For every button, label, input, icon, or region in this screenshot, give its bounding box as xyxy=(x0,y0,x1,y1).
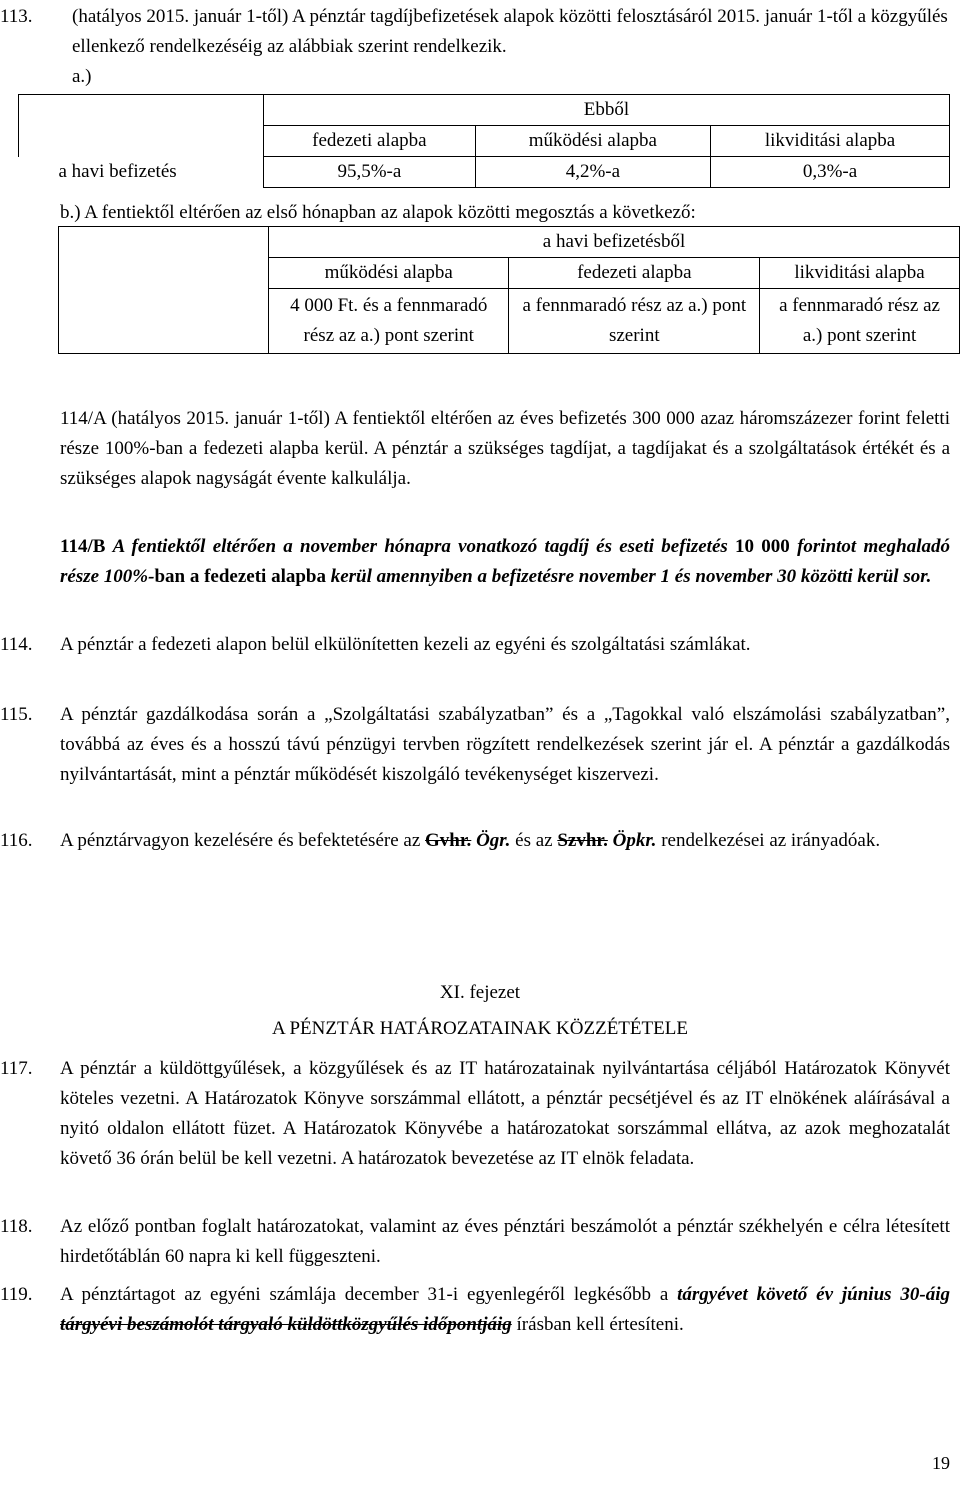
paragraph-114 xyxy=(0,630,950,660)
paragraph-text: A pénztár a küldöttgyűlések, a közgyűlések és az IT határozatainak nyilvántartása céljából Határozatok Könyvét köteles vezetni. A Határozatok Könyve sorszámmal ellátott, a pénztár pecsétjével és az IT elnökének aláírásával a nyitó oldalon ellátott füzet. A Határozatok Könyvébe a határozatokat sorszámmal ellátva, az azok meghozatalát követő 36 órán belül be kell vezetni. A határozatok bevezetése az IT elnök feladata. xyxy=(60,1058,950,1169)
table-b-corner xyxy=(59,227,269,354)
struck-gvhr: Gvhr. xyxy=(425,830,472,851)
label-a: a.) xyxy=(72,66,92,87)
p114b-text-3: ban a fedezeti alapba xyxy=(154,566,326,587)
paragraph-118 xyxy=(0,1212,950,1272)
p114b-text-1: A fentiektől eltérően a november hónapra vonatkozó tagdíj és eseti befizetés xyxy=(112,536,728,557)
paragraph-number: 119. xyxy=(0,1284,33,1305)
p119-new-deadline: tárgyévet követő év június 30-áig xyxy=(677,1284,950,1305)
table-a-col-1: működési alapba xyxy=(475,126,710,157)
paragraph-text: (hatályos 2015. január 1-től) A pénztár tagdíjbefizetések alapok közötti felosztásáról 2015. január 1-től a közgyűlés ellenkező rendelkezéséig az alábbiak szerint rendelkezik. xyxy=(72,6,948,57)
table-a-col-0: fedezeti alapba xyxy=(264,126,476,157)
p114b-number: 114/B xyxy=(60,536,106,557)
table-a-row-label: a havi befizetés xyxy=(19,157,264,188)
table-b-cell-1: a fennmaradó rész az a.) pont szerint xyxy=(509,289,760,354)
paragraph-text: A pénztárvagyon kezelésére és befektetésére az Gvhr. Ögr. és az Szvhr. Öpkr. rendelkezései az irányadóak. xyxy=(60,830,881,851)
page-number: 19 xyxy=(932,1453,950,1473)
table-b-cell-2: a fennmaradó rész az a.) pont szerint xyxy=(760,289,960,354)
paragraph-114b xyxy=(60,532,950,592)
paragraph-115 xyxy=(0,700,950,790)
table-b-col-1: fedezeti alapba xyxy=(509,258,760,289)
p114b-text-4: kerül amennyiben a befizetésre november 1 és november 30 közötti kerül sor. xyxy=(330,566,932,587)
paragraph-number: 117. xyxy=(0,1058,33,1079)
p119-struck-deadline: tárgyévi beszámolót tárgyaló küldöttközgyűlés időpontjáig xyxy=(60,1314,512,1335)
paragraph-113 xyxy=(0,2,950,62)
paragraph-text: A pénztár gazdálkodása során a „Szolgáltatási szabályzatban” és a „Tagokkal való elszámolási szabályzatban”, továbbá az éves és a hosszú távú pénzügyi tervben rögzített rendelkezések szerint jár el. A pénztár a gazdálkodás nyilvántartását, mint a pénztár működését kiszolgáló tevékenységet kiszervezi. xyxy=(60,704,950,785)
p114b-amount: 10 000 xyxy=(735,536,790,557)
opkr: Öpkr. xyxy=(612,830,657,851)
p114b-text-2: forintot meghaladó része 100%- xyxy=(60,536,951,587)
table-b xyxy=(58,226,960,354)
table-b-cell-0: 4 000 Ft. és a fennmaradó rész az a.) pont szerint xyxy=(269,289,509,354)
table-a-col-2: likviditási alapba xyxy=(711,126,950,157)
table-b-col-0: működési alapba xyxy=(269,258,509,289)
paragraph-number: 116. xyxy=(0,830,33,851)
table-a-corner xyxy=(19,95,264,157)
table-a-value-1: 4,2%-a xyxy=(475,157,710,188)
paragraph-117 xyxy=(0,1054,950,1174)
table-a-value-0: 95,5%-a xyxy=(264,157,476,188)
table-a-header-top: Ebből xyxy=(264,95,950,126)
table-b-col-2: likviditási alapba xyxy=(760,258,960,289)
label-b: b.) A fentiektől eltérően az első hónapban az alapok közötti megosztás a következő: xyxy=(60,202,696,223)
table-a-value-2: 0,3%-a xyxy=(711,157,950,188)
ogr: Ögr. xyxy=(476,830,511,851)
chapter-heading: XI. fejezet xyxy=(439,982,521,1003)
paragraph-text: A pénztártagot az egyéni számlája december 31-i egyenlegéről legkésőbb a tárgyévet követő év június 30-áig tárgyévi beszámolót tárgyaló küldöttközgyűlés időpontjáig írásban kell értesíteni. xyxy=(60,1284,950,1335)
paragraph-number: 113. xyxy=(0,6,33,27)
table-a xyxy=(18,94,950,188)
paragraph-text: Az előző pontban foglalt határozatokat, valamint az éves pénztári beszámolót a pénztár székhelyén e célra létesített hirdetőtáblán 60 napra ki kell függeszteni. xyxy=(60,1216,950,1267)
paragraph-number: 115. xyxy=(0,704,33,725)
paragraph-number: 118. xyxy=(0,1216,33,1237)
paragraph-119 xyxy=(0,1280,950,1340)
struck-szvhr: Szvhr. xyxy=(557,830,608,851)
paragraph-116 xyxy=(0,826,950,856)
paragraph-number: 114. xyxy=(0,634,33,655)
table-b-header-top: a havi befizetésből xyxy=(269,227,960,258)
paragraph-114a: 114/A (hatályos 2015. január 1-től) A fentiektől eltérően az éves befizetés 300 000 azaz háromszázezer forint feletti része 100%-ban a fedezeti alapba kerül. A pénztár a szükséges tagdíjat, a tagdíjakat és a szolgáltatások értékét és a szükséges alapok nagyságát évente kalkulálja. xyxy=(60,408,950,489)
paragraph-text: A pénztár a fedezeti alapon belül elkülönítetten kezeli az egyéni és szolgáltatási számlákat. xyxy=(60,634,751,655)
chapter-title: A PÉNZTÁR HATÁROZATAINAK KÖZZÉTÉTELE xyxy=(272,1018,688,1039)
